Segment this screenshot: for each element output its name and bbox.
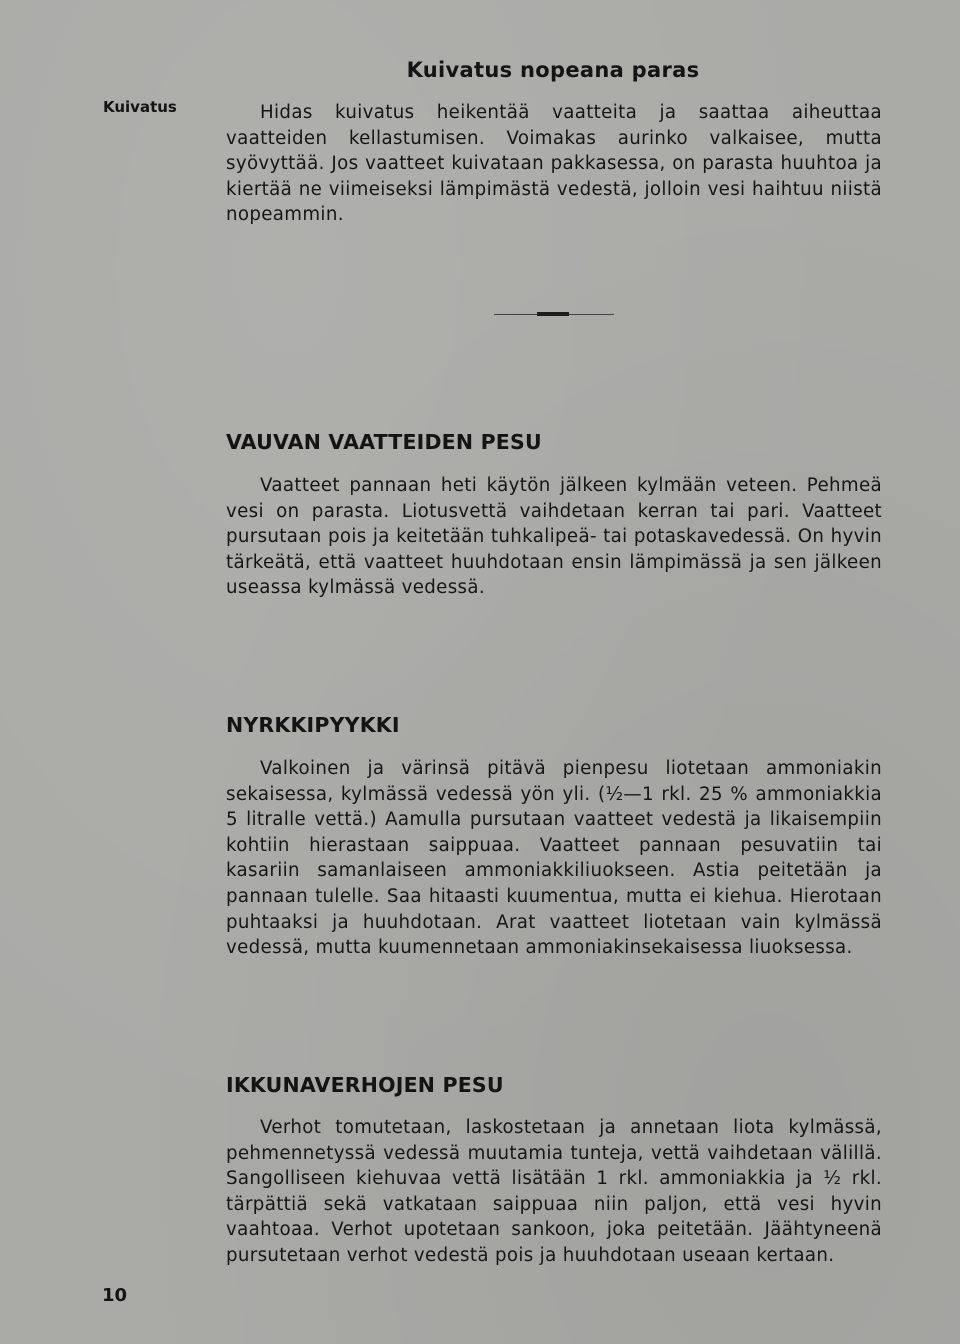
page-title: Kuivatus nopeana paras: [406, 58, 700, 82]
paragraph-baby-clothes: Vaatteet pannaan heti käytön jälkeen kylmään veteen. Pehmeä vesi on parasta. Liotusvettä vaihdetaan kerran tai pari. Vaatteet pursutaan pois ja keitetään tuhkalipeä- tai potaskavedessä. On hyvin tärkeätä, että vaatteet huuhdotaan ensin lämpimässä ja sen jälkeen useassa kylmässä vedessä.: [226, 475, 882, 599]
heading-curtains: IKKUNAVERHOJEN PESU: [226, 1073, 504, 1097]
paragraph-curtains: Verhot tomutetaan, laskostetaan ja annetaan liota kylmässä, pehmennetyssä vedessä muutamia tunteja, vettä vaihdetaan välillä. Sangolliseen kiehuvaa vettä lisätään 1 rkl. ammoniakkia ja ½ rkl. tärpättiä sekä vatkataan saippuaa niin paljon, että vesi hyvin vaahtoaa. Verhot upotetaan sankoon, joka peitetään. Jäähtyneenä pursutetaan verhot vedestä pois ja huuhdotaan useaan kertaan.: [226, 1117, 882, 1266]
section-divider-ornament: [537, 312, 569, 316]
page-number: 10: [102, 1285, 128, 1306]
heading-baby-clothes: VAUVAN VAATTEIDEN PESU: [226, 430, 542, 454]
heading-hand-wash: NYRKKIPYYKKI: [226, 713, 400, 737]
paragraph-hand-wash: Valkoinen ja värinsä pitävä pienpesu liotetaan ammoniakin sekaisessa, kylmässä vedessä yön yli. (½—1 rkl. 25 % ammoniakkia 5 litralle vettä.) Aamulla pursutaan vaatteet vedestä ja likaisempiin kohtiin hierastaan saippuaa. Vaatteet pannaan pesuvatiin tai kasariin samanlaiseen ammoniakkiliuokseen. Astia peitetään ja pannaan tulelle. Saa hitaasti kuumentua, mutta ei kiehua. Hierotaan puhtaaksi ja huuhdotaan. Arat vaatteet liotetaan vain kylmässä vedessä, mutta kuumennetaan ammoniakinsekaisessa liuoksessa.: [226, 758, 882, 959]
paragraph-drying: Hidas kuivatus heikentää vaatteita ja saattaa aiheuttaa vaatteiden kellastumisen. Voimakas aurinko valkaisee, mutta syövyttää. Jos vaatteet kuivataan pakkasessa, on parasta huuhtoa ja kiertää ne viimeiseksi lämpimästä vedestä, jolloin vesi haihtuu niistä nopeammin.: [226, 102, 882, 226]
margin-label: Kuivatus: [103, 98, 177, 116]
